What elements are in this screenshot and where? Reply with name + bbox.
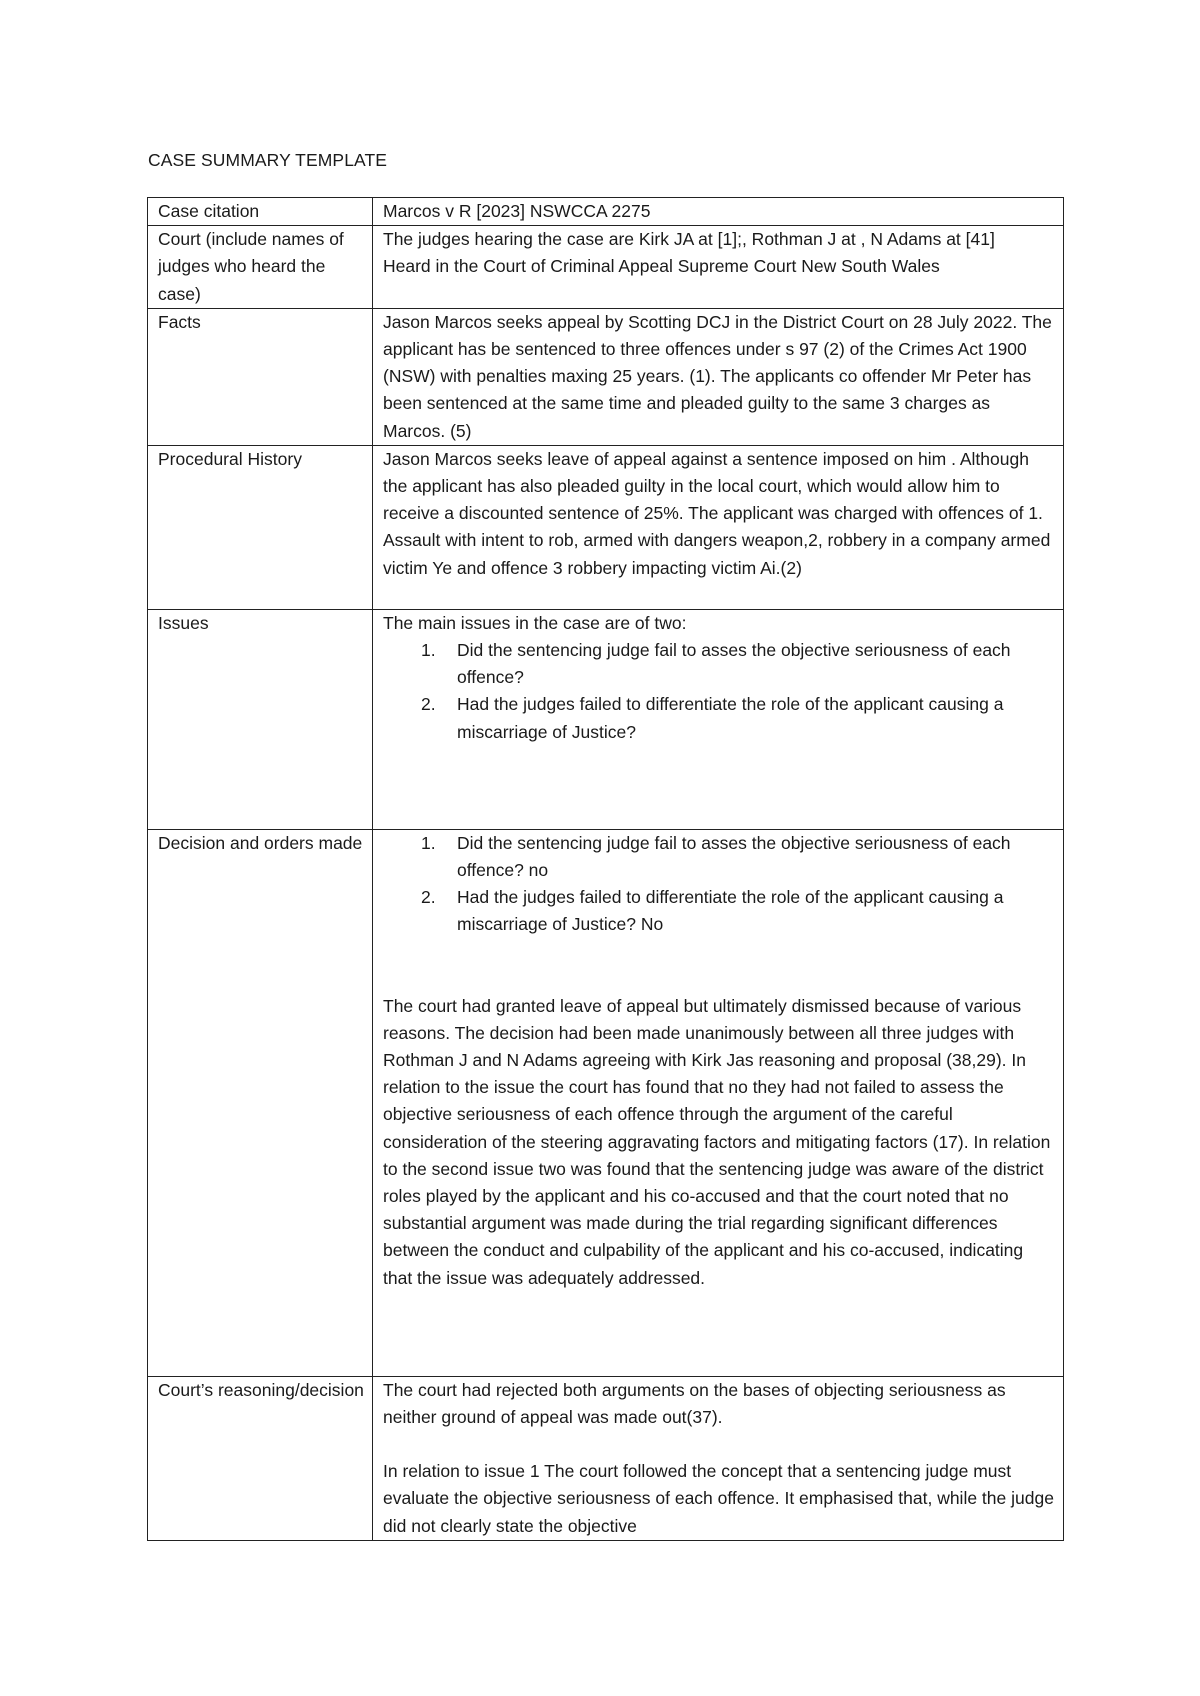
court-judges-text: The judges hearing the case are Kirk JA at [1];, Rothman J at , N Adams at [41] bbox=[383, 229, 995, 250]
value-issues bbox=[373, 609, 1064, 829]
label-facts: Facts bbox=[148, 308, 373, 445]
list-text: Did the sentencing judge fail to asses the objective seriousness of each offence? bbox=[457, 640, 1011, 688]
label-issues: Issues bbox=[148, 609, 373, 829]
list-text: Had the judges failed to differentiate the role of the applicant causing a miscarriage of Justice? bbox=[457, 694, 1004, 742]
case-summary-table bbox=[147, 197, 1064, 1541]
list-number: 2. bbox=[421, 887, 436, 908]
row-facts bbox=[148, 308, 1064, 445]
list-item bbox=[383, 830, 1055, 884]
label-case-citation: Case citation bbox=[148, 198, 373, 226]
row-reasoning bbox=[148, 1376, 1064, 1540]
value-facts: Jason Marcos seeks appeal by Scotting DCJ in the District Court on 28 July 2022. The applicant has be sentenced to three offences under s 97 (2) of the Crimes Act 1900 (NSW) with penalties maxing 25 years. (1). The applicants co offender Mr Peter has been sentenced at the same time and pleaded guilty to the same 3 charges as Marcos. (5) bbox=[373, 308, 1064, 445]
value-decision bbox=[373, 829, 1064, 1376]
decision-paragraph: The court had granted leave of appeal but ultimately dismissed because of various reasons. The decision had been made unanimously between all three judges with Rothman J and N Adams agreeing with Kirk Jas reasoning and proposal (38,29). In relation to the issue the court has found that no they had not failed to assess the objective seriousness of each offence through the argument of the careful consideration of the steering aggravating factors and mitigating factors (17). In relation to the second issue two was found that the sentencing judge was aware of the district roles played by the applicant and his co-accused and that the court noted that no substantial argument was made during the trial regarding significant differences between the conduct and culpability of the applicant and his co-accused, indicating that the issue was adequately addressed. bbox=[383, 995, 1051, 1288]
row-decision bbox=[148, 829, 1064, 1376]
value-procedural-history: Jason Marcos seeks leave of appeal against a sentence imposed on him . Although the applicant has also pleaded guilty in the local court, which would allow him to receive a discounted sentence of 25%. The applicant was charged with offences of 1. Assault with intent to rob, armed with dangers weapon,2, robbery in a company armed victim Ye and offence 3 robbery impacting victim Ai.(2) bbox=[373, 445, 1064, 609]
reasoning-paragraph-2: In relation to issue 1 The court followed the concept that a sentencing judge must evaluate the objective seriousness of each offence. It emphasised that, while the judge did not clearly state the objective bbox=[383, 1461, 1054, 1536]
list-number: 1. bbox=[421, 832, 436, 853]
label-procedural-history: Procedural History bbox=[148, 445, 373, 609]
issues-intro: The main issues in the case are of two: bbox=[383, 612, 687, 633]
list-number: 1. bbox=[421, 640, 436, 661]
list-item bbox=[383, 691, 1055, 745]
list-item bbox=[383, 884, 1055, 938]
row-procedural-history bbox=[148, 445, 1064, 609]
document-title: CASE SUMMARY TEMPLATE bbox=[148, 150, 388, 170]
spacer bbox=[383, 939, 1055, 993]
label-reasoning: Court’s reasoning/decision bbox=[148, 1376, 373, 1540]
list-number: 2. bbox=[421, 694, 436, 715]
decision-list bbox=[383, 830, 1055, 939]
list-text: Did the sentencing judge fail to asses the objective seriousness of each offence? no bbox=[457, 832, 1011, 881]
label-court: Court (include names of judges who heard the case) bbox=[148, 226, 373, 309]
list-text: Had the judges failed to differentiate the role of the applicant causing a miscarriage of Justice? No bbox=[457, 887, 1004, 935]
row-case-citation bbox=[148, 198, 1064, 226]
row-issues bbox=[148, 609, 1064, 829]
value-reasoning bbox=[373, 1376, 1064, 1540]
spacer bbox=[383, 1431, 1055, 1458]
court-name-text: Heard in the Court of Criminal Appeal Supreme Court New South Wales bbox=[383, 256, 940, 277]
value-case-citation: Marcos v R [2023] NSWCCA 2275 bbox=[373, 198, 1064, 226]
row-court bbox=[148, 226, 1064, 309]
list-item bbox=[383, 637, 1055, 691]
label-decision: Decision and orders made bbox=[148, 829, 373, 1376]
issues-list bbox=[383, 637, 1055, 746]
value-court bbox=[373, 226, 1064, 309]
reasoning-paragraph-1: The court had rejected both arguments on the bases of objecting seriousness as neither ground of appeal was made out(37). bbox=[383, 1379, 1006, 1428]
